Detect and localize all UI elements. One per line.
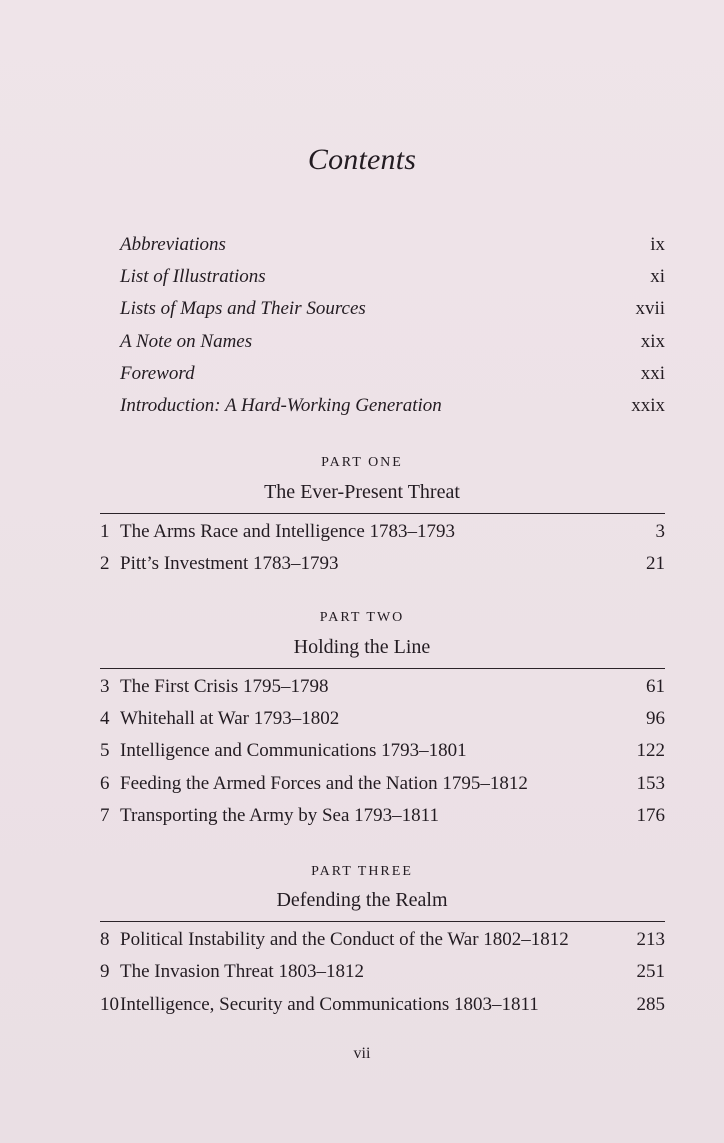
entry-label: Lists of Maps and Their Sources	[120, 298, 366, 319]
toc-entry-chapter-3[interactable]	[100, 676, 665, 706]
entry-label: Introduction: A Hard-Working Generation	[120, 395, 442, 416]
chapter-number: 8	[100, 929, 110, 950]
toc-entry-foreword[interactable]	[100, 363, 665, 393]
part-title: The Ever-Present Threat	[264, 481, 460, 503]
part-divider	[100, 921, 665, 922]
part-divider	[100, 513, 665, 514]
entry-label: Feeding the Armed Forces and the Nation 1795–1812	[120, 773, 528, 794]
entry-label: Intelligence and Communications 1793–1801	[120, 740, 467, 761]
chapter-number: 7	[100, 805, 110, 826]
part-label: PART THREE	[311, 864, 413, 879]
entry-page: 3	[655, 521, 665, 542]
chapter-number: 6	[100, 773, 110, 794]
chapter-number: 2	[100, 553, 110, 574]
toc-entry-lists-of-maps[interactable]	[100, 298, 665, 328]
entry-page: xxi	[640, 363, 665, 384]
chapter-number: 4	[100, 708, 110, 729]
entry-label: Intelligence, Security and Communications 1803–1811	[120, 994, 539, 1015]
page-title: Contents	[307, 143, 417, 176]
entry-label: Pitt’s Investment 1783–1793	[120, 553, 339, 574]
entry-page: ix	[650, 234, 665, 255]
chapter-number: 3	[100, 676, 110, 697]
entry-label: A Note on Names	[120, 331, 253, 352]
entry-label: Transporting the Army by Sea 1793–1811	[120, 805, 439, 826]
toc-entry-chapter-1[interactable]	[100, 521, 665, 551]
toc-entry-chapter-2[interactable]	[100, 553, 665, 583]
chapter-number: 9	[100, 961, 110, 982]
entry-label: Political Instability and the Conduct of the War 1802–1812	[120, 929, 569, 950]
entry-label: The Arms Race and Intelligence 1783–1793	[120, 521, 456, 542]
entry-page: xi	[650, 266, 665, 287]
entry-page: xix	[640, 331, 665, 352]
entry-page: 285	[636, 994, 665, 1015]
toc-entry-chapter-10[interactable]	[100, 994, 665, 1024]
entry-page: 21	[646, 553, 665, 574]
part-divider	[100, 668, 665, 669]
toc-entry-chapter-9[interactable]	[100, 961, 665, 991]
toc-entry-chapter-8[interactable]	[100, 929, 665, 959]
toc-entry-note-on-names[interactable]	[100, 331, 665, 361]
page-number: vii	[353, 1045, 371, 1062]
toc-entry-chapter-7[interactable]	[100, 805, 665, 835]
part-label: PART TWO	[319, 610, 405, 625]
chapter-number: 1	[100, 521, 110, 542]
entry-page: 61	[646, 676, 665, 697]
part-title: Holding the Line	[293, 636, 431, 658]
toc-entry-chapter-5[interactable]	[100, 740, 665, 770]
chapter-number: 5	[100, 740, 110, 761]
toc-entry-list-of-illustrations[interactable]	[100, 266, 665, 296]
entry-page: 213	[636, 929, 665, 950]
entry-page: xxix	[631, 395, 665, 416]
entry-label: The First Crisis 1795–1798	[120, 676, 329, 697]
entry-page: 122	[636, 740, 665, 761]
entry-page: 251	[636, 961, 665, 982]
entry-label: Abbreviations	[120, 234, 226, 255]
entry-label: List of Illustrations	[120, 266, 266, 287]
part-title: Defending the Realm	[276, 889, 448, 911]
part-label: PART ONE	[321, 455, 403, 470]
toc-entry-abbreviations[interactable]	[100, 234, 665, 264]
entry-page: 176	[636, 805, 665, 826]
entry-label: Foreword	[120, 363, 195, 384]
chapter-number: 10	[100, 994, 119, 1015]
toc-entry-chapter-6[interactable]	[100, 773, 665, 803]
entry-page: 153	[636, 773, 665, 794]
entry-label: The Invasion Threat 1803–1812	[120, 961, 364, 982]
toc-entry-introduction[interactable]	[100, 395, 665, 425]
entry-label: Whitehall at War 1793–1802	[120, 708, 340, 729]
entry-page: 96	[646, 708, 665, 729]
toc-entry-chapter-4[interactable]	[100, 708, 665, 738]
entry-page: xvii	[635, 298, 665, 319]
